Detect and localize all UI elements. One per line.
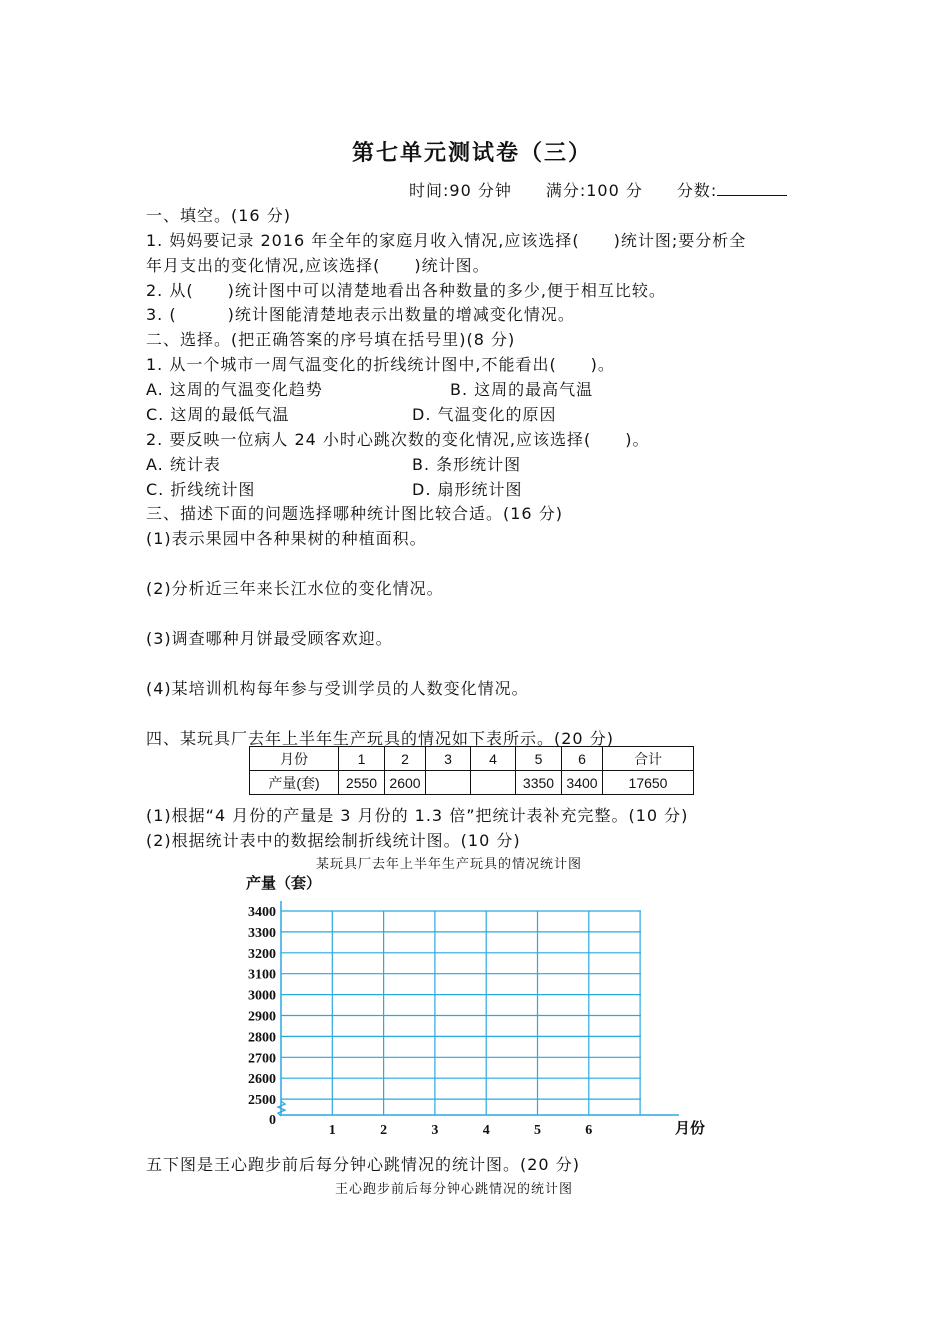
- y-tick-label: 3400: [248, 905, 276, 920]
- s2-q2-option-a: A. 统计表: [146, 455, 221, 474]
- section2-heading: 二、选择。(把正确答案的序号填在括号里)(8 分): [146, 330, 516, 349]
- table-cell: 2600: [385, 771, 426, 795]
- y-tick-label: 3300: [248, 925, 276, 941]
- s3-item-1: (1)表示果园中各种果树的种植面积。: [146, 529, 427, 548]
- s1-question-3: 3. ( )统计图能清楚地表示出数量的增减变化情况。: [146, 305, 575, 324]
- s3-item-2: (2)分析近三年来长江水位的变化情况。: [146, 579, 444, 598]
- y-tick-label: 3200: [248, 946, 276, 962]
- s1-question-1a: 1. 妈妈要记录 2016 年全年的家庭月收入情况,应该选择( )统计图;要分析全: [146, 231, 747, 250]
- table-cell: 产量(套): [250, 771, 339, 795]
- table-cell: 17650: [603, 771, 694, 795]
- s2-q1-option-d: D. 气温变化的原因: [412, 405, 557, 424]
- y-tick-label: 2500: [248, 1093, 276, 1109]
- page-title: 第七单元测试卷（三）: [352, 141, 593, 166]
- table-header-cell: 6: [562, 747, 603, 771]
- score-label: 分数:: [676, 181, 718, 200]
- table-header-cell: 4: [471, 747, 516, 771]
- chart-title: 某玩具厂去年上半年生产玩具的情况统计图: [316, 857, 583, 872]
- section5-heading: 五下图是王心跑步前后每分钟心跳情况的统计图。(20 分): [146, 1155, 580, 1174]
- chart-x-label: 月份: [675, 1121, 706, 1137]
- s2-question-2: 2. 要反映一位病人 24 小时心跳次数的变化情况,应该选择( )。: [146, 430, 650, 449]
- table-header-cell: 1: [339, 747, 385, 771]
- table-header-cell: 3: [426, 747, 471, 771]
- s2-q2-option-d: D. 扇形统计图: [412, 480, 523, 499]
- x-tick-label: 6: [585, 1123, 593, 1138]
- table-header-cell: 合计: [603, 747, 694, 771]
- s2-q2-option-c: C. 折线统计图: [146, 480, 256, 499]
- full-score: 满分:100 分: [545, 181, 643, 200]
- s4-item-1: (1)根据“4 月份的产量是 3 月份的 1.3 倍”把统计表补充完整。(10 分): [146, 806, 689, 825]
- table-cell: 2550: [339, 771, 385, 795]
- s2-q2-option-b: B. 条形统计图: [412, 455, 522, 474]
- time-limit: 时间:90 分钟: [409, 181, 512, 200]
- chart-y-label: 产量（套）: [246, 876, 322, 892]
- section1-heading: 一、填空。(16 分): [146, 206, 291, 225]
- y-tick-label: 3000: [248, 988, 276, 1004]
- s2-q1-option-a: A. 这周的气温变化趋势: [146, 380, 323, 399]
- section5-chart-caption: 王心跑步前后每分钟心跳情况的统计图: [335, 1182, 574, 1197]
- section3-heading: 三、描述下面的问题选择哪种统计图比较合适。(16 分): [146, 504, 563, 523]
- y-tick-label: 2700: [248, 1051, 276, 1067]
- table-cell: 3350: [516, 771, 562, 795]
- x-tick-label: 2: [380, 1123, 388, 1138]
- s2-question-1: 1. 从一个城市一周气温变化的折线统计图中,不能看出( )。: [146, 355, 615, 374]
- x-tick-label: 4: [482, 1123, 490, 1138]
- x-tick-label: 1: [328, 1123, 336, 1138]
- s2-q1-option-b: B. 这周的最高气温: [450, 380, 594, 399]
- y-tick-label: 3100: [248, 967, 276, 983]
- s3-item-3: (3)调查哪种月饼最受顾客欢迎。: [146, 629, 393, 648]
- s2-q1-option-c: C. 这周的最低气温: [146, 405, 290, 424]
- x-tick-label: 5: [534, 1123, 541, 1138]
- y-tick-label: 2600: [248, 1072, 276, 1088]
- s3-item-4: (4)某培训机构每年参与受训学员的人数变化情况。: [146, 679, 529, 698]
- table-header-cell: 5: [516, 747, 562, 771]
- section4-heading: 四、某玩具厂去年上半年生产玩具的情况如下表所示。(20 分): [146, 729, 614, 748]
- s4-item-2: (2)根据统计表中的数据绘制折线统计图。(10 分): [146, 831, 521, 850]
- y-tick-label: 2800: [248, 1030, 276, 1046]
- table-header-cell: 月份: [250, 747, 339, 771]
- table-cell: 3400: [562, 771, 603, 795]
- s1-question-2: 2. 从( )统计图中可以清楚地看出各种数量的多少,便于相互比较。: [146, 281, 666, 300]
- s1-question-1b: 年月支出的变化情况,应该选择( )统计图。: [146, 256, 490, 275]
- y-origin-label: 0: [269, 1113, 276, 1128]
- x-tick-label: 3: [431, 1123, 439, 1138]
- table-header-cell: 2: [385, 747, 426, 771]
- y-tick-label: 2900: [248, 1009, 276, 1025]
